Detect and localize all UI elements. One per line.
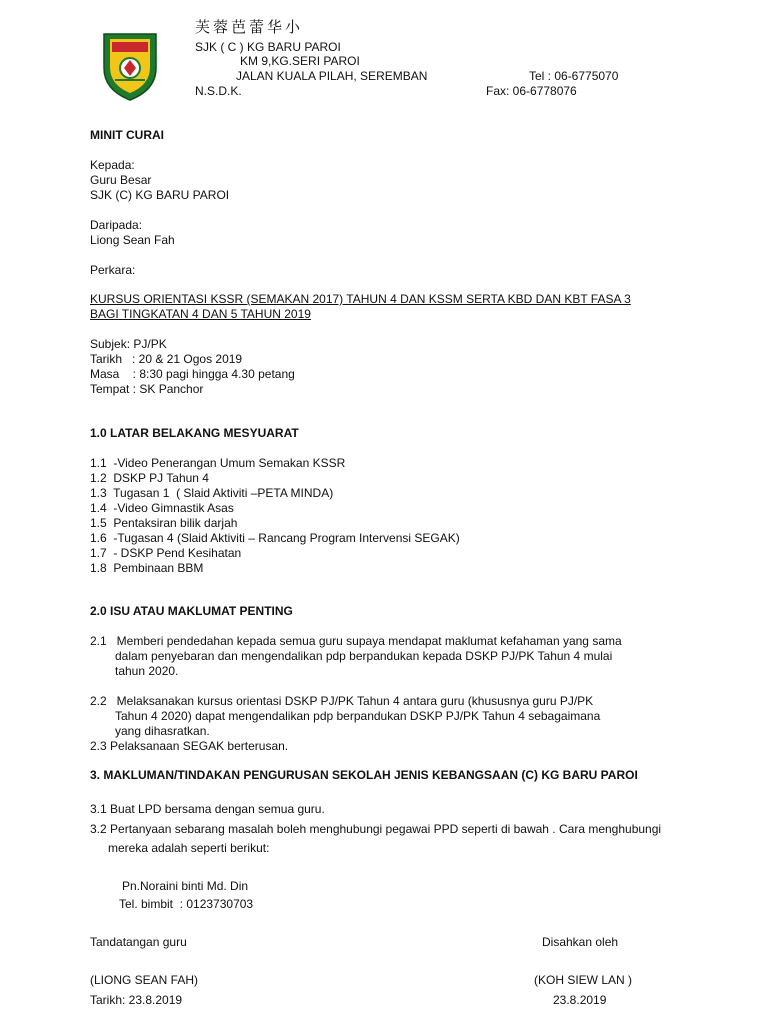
section-2-paragraph-1 bbox=[90, 634, 622, 679]
section-1-list bbox=[90, 456, 460, 576]
section-3-heading: 3. MAKLUMAN/TINDAKAN PENGURUSAN SEKOLAH JENIS KEBANGSAAN (C) KG BARU PAROI bbox=[90, 768, 638, 782]
sender-block bbox=[90, 218, 175, 248]
section-2-paragraph-2 bbox=[90, 694, 600, 754]
sender-name: Liong Sean Fah bbox=[90, 233, 175, 247]
meeting-details bbox=[90, 337, 295, 397]
paragraph-line: tahun 2020. bbox=[115, 664, 179, 678]
school-chinese-name: 芙蓉芭蕾华小 bbox=[195, 18, 304, 36]
paragraph-line: 2.2 Melaksanakan kursus orientasi DSKP PJ/PK Tahun 4 antara guru (khususnya guru PJ/PK bbox=[90, 694, 594, 708]
section-3-item-2-line-1: 3.2 Pertanyaan sebarang masalah boleh menghubungi pegawai PPD seperti di bawah . Cara menghubungi bbox=[90, 822, 662, 836]
detail-tempat: Tempat : SK Panchor bbox=[90, 382, 204, 396]
detail-masa: Masa : 8:30 pagi hingga 4.30 petang bbox=[90, 367, 295, 381]
section-2-heading: 2.0 ISU ATAU MAKLUMAT PENTING bbox=[90, 604, 293, 618]
subject-label: Perkara: bbox=[90, 263, 136, 277]
sender-label: Daripada: bbox=[90, 218, 143, 232]
school-name: SJK ( C ) KG BARU PAROI bbox=[195, 40, 341, 54]
approver-date: 23.8.2019 bbox=[553, 993, 607, 1007]
list-item: 1.2 DSKP PJ Tahun 4 bbox=[90, 471, 209, 485]
school-crest-logo bbox=[100, 30, 160, 102]
subject-line-1: KURSUS ORIENTASI KSSR (SEMAKAN 2017) TAHUN 4 DAN KSSM SERTA KBD DAN KBT FASA 3 bbox=[90, 292, 631, 306]
telephone: Tel : 06-6775070 bbox=[529, 69, 619, 83]
subject-matter bbox=[90, 292, 631, 322]
recipient-label: Kepada: bbox=[90, 158, 135, 172]
section-3-item-1: 3.1 Buat LPD bersama dengan semua guru. bbox=[90, 802, 325, 816]
list-item: 1.7 - DSKP Pend Kesihatan bbox=[90, 546, 242, 560]
fax: Fax: 06-6778076 bbox=[486, 84, 577, 98]
teacher-signature-label: Tandatangan guru bbox=[90, 935, 187, 949]
list-item: 1.6 -Tugasan 4 (Slaid Aktiviti – Rancang Program Intervensi SEGAK) bbox=[90, 531, 460, 545]
address-line-1: KM 9,KG.SERI PAROI bbox=[240, 54, 360, 68]
recipient-block bbox=[90, 158, 229, 203]
approver-name: (KOH SIEW LAN ) bbox=[534, 973, 633, 987]
teacher-name: (LIONG SEAN FAH) bbox=[90, 973, 199, 987]
contact-phone: Tel. bimbit : 0123730703 bbox=[119, 897, 254, 911]
teacher-date: Tarikh: 23.8.2019 bbox=[90, 993, 183, 1007]
paragraph-line: 2.1 Memberi pendedahan kepada semua guru supaya mendapat maklumat kefahaman yang sama bbox=[90, 634, 622, 648]
section-1-heading: 1.0 LATAR BELAKANG MESYUARAT bbox=[90, 426, 299, 440]
paragraph-line: Tahun 4 2020) dapat mengendalikan pdp berpandukan DSKP PJ/PK Tahun 4 sebagaimana bbox=[115, 709, 601, 723]
address-line-2: JALAN KUALA PILAH, SEREMBAN bbox=[236, 69, 428, 83]
list-item: 1.4 -Video Gimnastik Asas bbox=[90, 501, 234, 515]
subject-line-2: BAGI TINGKATAN 4 DAN 5 TAHUN 2019 bbox=[90, 307, 311, 321]
recipient-title: Guru Besar bbox=[90, 173, 152, 187]
detail-tarikh: Tarikh : 20 & 21 Ogos 2019 bbox=[90, 352, 243, 366]
document-title: MINIT CURAI bbox=[90, 128, 164, 142]
state-code: N.S.D.K. bbox=[195, 84, 242, 98]
list-item: 1.8 Pembinaan BBM bbox=[90, 561, 204, 575]
section-3-item-2-line-2: mereka adalah seperti berikut: bbox=[108, 841, 270, 855]
paragraph-line: 2.3 Pelaksanaan SEGAK berterusan. bbox=[90, 739, 289, 753]
detail-subjek: Subjek: PJ/PK bbox=[90, 337, 167, 351]
recipient-school: SJK (C) KG BARU PAROI bbox=[90, 188, 230, 202]
list-item: 1.3 Tugasan 1 ( Slaid Aktiviti –PETA MINDA) bbox=[90, 486, 334, 500]
list-item: 1.1 -Video Penerangan Umum Semakan KSSR bbox=[90, 456, 346, 470]
approver-label: Disahkan oleh bbox=[542, 935, 619, 949]
paragraph-line: dalam penyebaran dan mengendalikan pdp berpandukan kepada DSKP PJ/PK Tahun 4 mulai bbox=[115, 649, 613, 663]
contact-name: Pn.Noraini binti Md. Din bbox=[122, 879, 249, 893]
list-item: 1.5 Pentaksiran bilik darjah bbox=[90, 516, 238, 530]
paragraph-line: yang dihasratkan. bbox=[115, 724, 210, 738]
